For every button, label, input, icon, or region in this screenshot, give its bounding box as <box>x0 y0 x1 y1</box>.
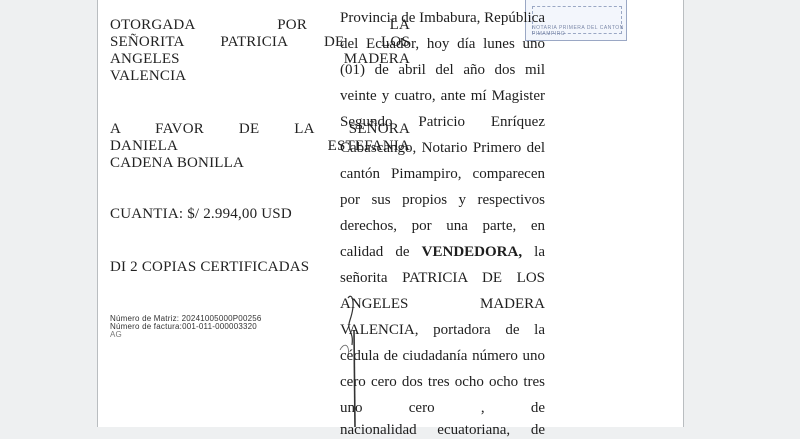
vendedora-bold: VENDEDORA, <box>421 244 523 260</box>
body-line: Segundo Patricio Enríquez <box>340 114 545 130</box>
factura-number: Número de factura:001-011-000003320 <box>110 322 257 331</box>
body-line: derechos, por una parte, en <box>340 218 545 234</box>
body-line: señorita PATRICIA DE LOS <box>340 270 545 286</box>
otorgada-line: OTORGADA POR LA <box>110 17 410 33</box>
favor-line: CADENA BONILLA <box>110 155 245 171</box>
body-line: cédula de ciudadanía número uno <box>340 348 545 364</box>
body-line: calidad de VENDEDORA, la <box>340 244 546 260</box>
body-line: (01) de abril del año dos mil <box>340 62 545 78</box>
otorgada-line: VALENCIA <box>110 68 187 84</box>
body-line: uno cero , de <box>340 400 545 416</box>
otorgada-line: ANGELES MADERA <box>110 51 410 67</box>
initials: AG <box>110 330 122 339</box>
matriz-number: Número de Matriz: 20241005000P00256 <box>110 314 262 323</box>
otorgada-line: SEÑORITA PATRICIA DE LOS <box>110 34 410 50</box>
body-line: VALENCIA, portadora de la <box>340 322 545 338</box>
copias-certificadas: DI 2 COPIAS CERTIFICADAS <box>110 259 310 275</box>
body-line: del Ecuador, hoy día lunes uno <box>340 36 545 52</box>
cuantia: CUANTIA: $/ 2.994,00 USD <box>110 206 292 222</box>
body-line: ANGELES MADERA <box>340 296 545 312</box>
body-line: Cabascango, Notario Primero del <box>340 140 545 156</box>
body-line: cero cero dos tres ocho ocho tres <box>340 374 545 390</box>
body-line: Provincia de Imbabura, República <box>340 10 545 26</box>
body-line: veinte y cuatro, ante mí Magister <box>340 88 545 104</box>
stamp-text: NOTARIA PRIMERA DEL CANTON PIMAMPIRO <box>532 25 624 37</box>
body-line: por sus propios y respectivos <box>340 192 545 208</box>
body-line: nacionalidad ecuatoriana, de <box>340 422 545 438</box>
favor-line: DANIELA ESTEFANIA <box>110 138 410 154</box>
favor-line: A FAVOR DE LA SEÑORA <box>110 121 410 137</box>
body-line: cantón Pimampiro, comparecen <box>340 166 545 182</box>
